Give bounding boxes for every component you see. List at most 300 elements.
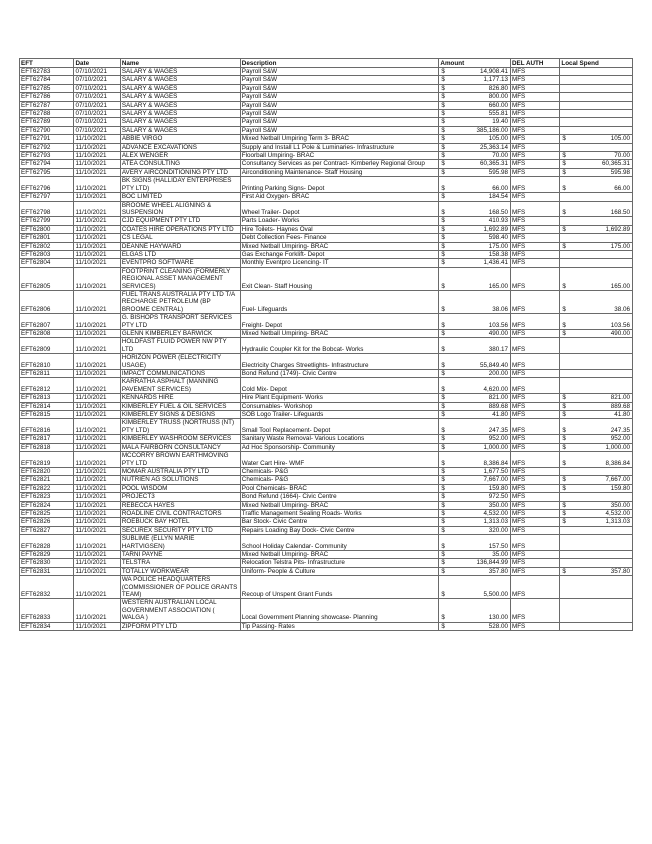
amount-cell	[439, 394, 511, 402]
currency-symbol: $	[441, 542, 445, 550]
eft-cell: EFT62826	[20, 518, 74, 526]
header-row	[20, 59, 633, 68]
description-cell: Floorball Umpiring- BRAC	[240, 152, 439, 160]
currency-symbol: $	[562, 160, 566, 168]
local-spend-cell	[560, 509, 633, 517]
amount-cell	[439, 452, 511, 468]
local-spend-cell	[560, 168, 633, 176]
name-cell: AVERY AIRCONDITIONING PTY LTD	[120, 168, 240, 176]
name-cell: HOLDFAST FLUID POWER NW PTY LTD	[120, 338, 240, 354]
del-auth-cell: MFS	[510, 290, 559, 313]
amount-cell	[439, 84, 511, 92]
currency-symbol: $	[441, 135, 445, 143]
local-spend-cell-value: 41.80	[614, 411, 630, 419]
eft-cell: EFT62803	[20, 250, 74, 258]
table-row	[20, 118, 633, 126]
date-cell: 11/10/2021	[74, 143, 120, 151]
table-row	[20, 84, 633, 92]
name-cell: ZIPFORM PTY LTD	[120, 622, 240, 630]
local-spend-cell-value: 357.80	[610, 567, 630, 575]
currency-symbol: $	[441, 143, 445, 151]
name-cell: BROOME WHEEL ALIGNING & SUSPENSION	[120, 201, 240, 217]
description-cell: Mixed Netball Umpiring- BRAC	[240, 242, 439, 250]
eft-cell: EFT62817	[20, 435, 74, 443]
amount-cell-value: 4,620.00	[483, 385, 508, 393]
amount-cell	[439, 354, 511, 370]
local-spend-cell	[560, 143, 633, 151]
name-cell: SALARY & WAGES	[120, 93, 240, 101]
name-cell: ALEX WENGER	[120, 152, 240, 160]
date-cell: 07/10/2021	[74, 84, 120, 92]
currency-symbol: $	[441, 459, 445, 467]
local-spend-cell-value: 247.35	[610, 426, 630, 434]
description-cell: Bar Stock- Civic Centre	[240, 518, 439, 526]
table-row	[20, 509, 633, 517]
eft-cell: EFT62819	[20, 452, 74, 468]
eft-cell: EFT62783	[20, 68, 74, 76]
del-auth-cell: MFS	[510, 314, 559, 330]
currency-symbol: $	[441, 518, 445, 526]
name-cell: KIMBERLEY SIGNS & DESIGNS	[120, 411, 240, 419]
table-row	[20, 443, 633, 451]
date-cell: 11/10/2021	[74, 168, 120, 176]
currency-symbol: $	[441, 259, 445, 267]
local-spend-cell	[560, 110, 633, 118]
amount-cell	[439, 290, 511, 313]
amount-cell-value: 1,436.41	[483, 259, 508, 267]
date-cell: 11/10/2021	[74, 225, 120, 233]
amount-cell-value: 1,000.00	[483, 443, 508, 451]
eft-cell: EFT62834	[20, 622, 74, 630]
amount-cell-value: 70.00	[492, 152, 508, 160]
table-row	[20, 535, 633, 551]
currency-symbol: $	[562, 435, 566, 443]
del-auth-cell: MFS	[510, 452, 559, 468]
local-spend-cell	[560, 267, 633, 290]
amount-cell	[439, 467, 511, 475]
del-auth-cell: MFS	[510, 330, 559, 338]
del-auth-cell: MFS	[510, 484, 559, 492]
description-cell: Mixed Netball Umpiring- BRAC	[240, 501, 439, 509]
amount-cell-value: 130.00	[488, 614, 508, 622]
amount-cell	[439, 622, 511, 630]
name-cell: FOOTPRINT CLEANING (FORMERLY REGIONAL ASSET MANAGEMENT SERVICES)	[120, 267, 240, 290]
local-spend-cell	[560, 467, 633, 475]
name-cell: NUTRIEN AG SOLUTIONS	[120, 476, 240, 484]
local-spend-cell	[560, 101, 633, 109]
del-auth-cell: MFS	[510, 509, 559, 517]
del-auth-cell: MFS	[510, 394, 559, 402]
name-cell: TOTALLY WORKWEAR	[120, 567, 240, 575]
del-auth-cell: MFS	[510, 443, 559, 451]
eft-cell: EFT62832	[20, 576, 74, 599]
description-cell: Chemicals- P&G	[240, 476, 439, 484]
date-cell: 07/10/2021	[74, 118, 120, 126]
amount-cell-value: 60,365.31	[479, 160, 508, 168]
amount-cell-value: 555.81	[488, 110, 508, 118]
date-cell: 11/10/2021	[74, 559, 120, 567]
eft-cell: EFT62807	[20, 314, 74, 330]
table-row	[20, 242, 633, 250]
currency-symbol: $	[562, 518, 566, 526]
name-cell: MALA FAIRBORN CONSULTANCY	[120, 443, 240, 451]
currency-symbol: $	[562, 402, 566, 410]
date-cell: 11/10/2021	[74, 370, 120, 378]
del-auth-cell: MFS	[510, 250, 559, 258]
table-row	[20, 143, 633, 151]
eft-cell: EFT62799	[20, 217, 74, 225]
currency-symbol: $	[441, 385, 445, 393]
name-cell: POOL WISDOM	[120, 484, 240, 492]
currency-symbol: $	[562, 242, 566, 250]
currency-symbol: $	[441, 225, 445, 233]
local-spend-cell-value: 1,000.00	[605, 443, 630, 451]
local-spend-cell-value: 4,532.00	[605, 509, 630, 517]
amount-cell-value: 972.50	[488, 493, 508, 501]
date-cell: 11/10/2021	[74, 152, 120, 160]
amount-cell	[439, 314, 511, 330]
name-cell: BOC LIMITED	[120, 193, 240, 201]
del-auth-cell: MFS	[510, 476, 559, 484]
table-row	[20, 160, 633, 168]
date-cell: 11/10/2021	[74, 290, 120, 313]
del-auth-cell: MFS	[510, 225, 559, 233]
eft-cell: EFT62798	[20, 201, 74, 217]
eft-cell: EFT62812	[20, 378, 74, 394]
description-cell: Payroll S&W	[240, 126, 439, 134]
name-cell: ROEBUCK BAY HOTEL	[120, 518, 240, 526]
table-row	[20, 484, 633, 492]
amount-cell	[439, 526, 511, 534]
amount-cell-value: 168.50	[488, 208, 508, 216]
currency-symbol: $	[562, 509, 566, 517]
table-row	[20, 177, 633, 193]
amount-cell	[439, 338, 511, 354]
del-auth-cell: MFS	[510, 411, 559, 419]
del-auth-cell: MFS	[510, 143, 559, 151]
local-spend-cell-value: 38.06	[614, 305, 630, 313]
description-cell: Mixed Netball Umpiring- BRAC	[240, 330, 439, 338]
name-cell: KARRATHA ASPHALT (MANNING PAVEMENT SERVICES)	[120, 378, 240, 394]
date-cell: 11/10/2021	[74, 259, 120, 267]
local-spend-cell	[560, 242, 633, 250]
description-cell: Wheel Trailer- Depot	[240, 201, 439, 217]
date-cell: 11/10/2021	[74, 419, 120, 435]
name-cell: FUEL TRANS AUSTRALIA PTY LTD T/A RECHARGE PETROLEUM (BP BROOME CENTRAL)	[120, 290, 240, 313]
table-row	[20, 68, 633, 76]
name-cell: CJD EQUIPMENT PTY LTD	[120, 217, 240, 225]
eft-cell: EFT62813	[20, 394, 74, 402]
amount-cell	[439, 68, 511, 76]
header-name: Name	[120, 59, 240, 68]
table-row	[20, 622, 633, 630]
local-spend-cell	[560, 160, 633, 168]
local-spend-cell	[560, 443, 633, 451]
table-row	[20, 250, 633, 258]
currency-symbol: $	[441, 622, 445, 630]
amount-cell	[439, 143, 511, 151]
currency-symbol: $	[441, 402, 445, 410]
currency-symbol: $	[441, 559, 445, 567]
eft-cell: EFT62810	[20, 354, 74, 370]
currency-symbol: $	[562, 135, 566, 143]
date-cell: 11/10/2021	[74, 535, 120, 551]
date-cell: 11/10/2021	[74, 526, 120, 534]
amount-cell	[439, 242, 511, 250]
name-cell: BK SIGNS (HALLIDAY ENTERPRISES PTY LTD)	[120, 177, 240, 193]
local-spend-cell	[560, 378, 633, 394]
name-cell: KENNARDS HIRE	[120, 394, 240, 402]
del-auth-cell: MFS	[510, 419, 559, 435]
amount-cell-value: 184.54	[488, 193, 508, 201]
table-row	[20, 168, 633, 176]
description-cell: Payroll S&W	[240, 110, 439, 118]
currency-symbol: $	[441, 101, 445, 109]
local-spend-cell	[560, 476, 633, 484]
table-row	[20, 135, 633, 143]
local-spend-cell	[560, 314, 633, 330]
name-cell: ABBIE VIRGO	[120, 135, 240, 143]
amount-cell-value: 889.68	[488, 402, 508, 410]
date-cell: 11/10/2021	[74, 501, 120, 509]
eft-cell: EFT62786	[20, 93, 74, 101]
del-auth-cell: MFS	[510, 68, 559, 76]
name-cell: TELSTRA	[120, 559, 240, 567]
local-spend-cell-value: 821.00	[610, 394, 630, 402]
currency-symbol: $	[441, 110, 445, 118]
table-row	[20, 290, 633, 313]
amount-cell-value: 826.80	[488, 84, 508, 92]
amount-cell-value: 14,908.41	[479, 68, 508, 75]
table-row	[20, 493, 633, 501]
table-row	[20, 550, 633, 558]
currency-symbol: $	[441, 242, 445, 250]
del-auth-cell: MFS	[510, 378, 559, 394]
table-row	[20, 467, 633, 475]
description-cell: Payroll S&W	[240, 101, 439, 109]
description-cell: Gas Exchange Forklift- Depot	[240, 250, 439, 258]
date-cell: 11/10/2021	[74, 493, 120, 501]
eft-cell: EFT62787	[20, 101, 74, 109]
description-cell: Consultancy Services as per Contract- Kimberley Regional Group	[240, 160, 439, 168]
name-cell: ELGAS LTD	[120, 250, 240, 258]
eft-cell: EFT62788	[20, 110, 74, 118]
currency-symbol: $	[441, 84, 445, 92]
currency-symbol: $	[441, 68, 445, 75]
amount-cell	[439, 411, 511, 419]
local-spend-cell	[560, 126, 633, 134]
eft-cell: EFT62823	[20, 493, 74, 501]
amount-cell-value: 200.00	[488, 370, 508, 378]
del-auth-cell: MFS	[510, 622, 559, 630]
description-cell: Chemicals- P&G	[240, 467, 439, 475]
amount-cell-value: 159.80	[488, 484, 508, 492]
payments-table	[19, 58, 633, 631]
amount-cell	[439, 177, 511, 193]
local-spend-cell	[560, 193, 633, 201]
currency-symbol: $	[562, 168, 566, 176]
local-spend-cell	[560, 402, 633, 410]
currency-symbol: $	[441, 467, 445, 475]
currency-symbol: $	[441, 126, 445, 134]
date-cell: 11/10/2021	[74, 177, 120, 193]
amount-cell	[439, 402, 511, 410]
del-auth-cell: MFS	[510, 110, 559, 118]
date-cell: 11/10/2021	[74, 330, 120, 338]
amount-cell-value: 165.00	[488, 282, 508, 290]
eft-cell: EFT62828	[20, 535, 74, 551]
currency-symbol: $	[441, 361, 445, 369]
date-cell: 11/10/2021	[74, 484, 120, 492]
amount-cell-value: 19.40	[492, 118, 508, 126]
description-cell: First Aid Oxygen- BRAC	[240, 193, 439, 201]
date-cell: 11/10/2021	[74, 411, 120, 419]
table-row	[20, 567, 633, 575]
table-row	[20, 338, 633, 354]
amount-cell	[439, 259, 511, 267]
currency-symbol: $	[441, 345, 445, 353]
description-cell: Pool Chemicals- BRAC	[240, 484, 439, 492]
local-spend-cell-value: 1,692.89	[605, 225, 630, 233]
currency-symbol: $	[441, 160, 445, 168]
description-cell: Uniform- People & Culture	[240, 567, 439, 575]
amount-cell-value: 952.00	[488, 435, 508, 443]
date-cell: 11/10/2021	[74, 467, 120, 475]
table-row	[20, 152, 633, 160]
local-spend-cell	[560, 493, 633, 501]
currency-symbol: $	[562, 321, 566, 329]
header-description: Description	[240, 59, 439, 68]
amount-cell	[439, 135, 511, 143]
local-spend-cell	[560, 290, 633, 313]
del-auth-cell: MFS	[510, 135, 559, 143]
eft-cell: EFT62794	[20, 160, 74, 168]
eft-cell: EFT62809	[20, 338, 74, 354]
del-auth-cell: MFS	[510, 101, 559, 109]
amount-cell	[439, 443, 511, 451]
date-cell: 11/10/2021	[74, 567, 120, 575]
local-spend-cell	[560, 330, 633, 338]
amount-cell-value: 357.80	[488, 567, 508, 575]
table-row	[20, 402, 633, 410]
name-cell: SALARY & WAGES	[120, 110, 240, 118]
local-spend-cell-value: 60,365.31	[601, 160, 630, 168]
del-auth-cell: MFS	[510, 559, 559, 567]
amount-cell-value: 660.00	[488, 101, 508, 109]
eft-cell: EFT62829	[20, 550, 74, 558]
local-spend-cell-value: 165.00	[610, 282, 630, 290]
date-cell: 11/10/2021	[74, 201, 120, 217]
amount-cell	[439, 559, 511, 567]
amount-cell	[439, 370, 511, 378]
date-cell: 11/10/2021	[74, 402, 120, 410]
amount-cell	[439, 201, 511, 217]
name-cell: ATEA CONSULTING	[120, 160, 240, 168]
date-cell: 11/10/2021	[74, 250, 120, 258]
amount-cell-value: 598.40	[488, 234, 508, 242]
table-row	[20, 201, 633, 217]
local-spend-cell-value: 70.00	[614, 152, 630, 160]
currency-symbol: $	[441, 208, 445, 216]
currency-symbol: $	[441, 550, 445, 558]
amount-cell-value: 4,532.00	[483, 509, 508, 517]
local-spend-cell-value: 490.00	[610, 330, 630, 337]
description-cell: Consumables- Workshop	[240, 402, 439, 410]
currency-symbol: $	[562, 282, 566, 290]
amount-cell-value: 8,386.84	[483, 459, 508, 467]
currency-symbol: $	[562, 330, 566, 337]
amount-cell	[439, 217, 511, 225]
local-spend-cell-value: 103.56	[610, 321, 630, 329]
table-row	[20, 378, 633, 394]
currency-symbol: $	[562, 394, 566, 402]
local-spend-cell	[560, 576, 633, 599]
local-spend-cell	[560, 177, 633, 193]
amount-cell-value: 105.00	[488, 135, 508, 143]
name-cell: SUBLIME (ELLYN MARIE HARTVIGSEN)	[120, 535, 240, 551]
description-cell: Payroll S&W	[240, 118, 439, 126]
amount-cell-value: 1,177.13	[483, 76, 508, 84]
amount-cell-value: 103.56	[488, 321, 508, 329]
description-cell: Hire Toilets- Haynes Oval	[240, 225, 439, 233]
amount-cell	[439, 484, 511, 492]
del-auth-cell: MFS	[510, 576, 559, 599]
local-spend-cell-value: 168.50	[610, 208, 630, 216]
eft-cell: EFT62831	[20, 567, 74, 575]
date-cell: 11/10/2021	[74, 476, 120, 484]
amount-cell-value: 410.93	[488, 217, 508, 225]
header-amount: Amount	[439, 59, 511, 68]
currency-symbol: $	[441, 234, 445, 242]
currency-symbol: $	[441, 250, 445, 258]
eft-cell: EFT62820	[20, 467, 74, 475]
eft-cell: EFT62802	[20, 242, 74, 250]
date-cell: 11/10/2021	[74, 443, 120, 451]
date-cell: 11/10/2021	[74, 160, 120, 168]
description-cell: Water Cart Hire- WMF	[240, 452, 439, 468]
table-row	[20, 419, 633, 435]
date-cell: 11/10/2021	[74, 217, 120, 225]
header-local-spend: Local Spend	[560, 59, 633, 68]
local-spend-cell	[560, 518, 633, 526]
date-cell: 11/10/2021	[74, 550, 120, 558]
date-cell: 11/10/2021	[74, 338, 120, 354]
amount-cell	[439, 126, 511, 134]
local-spend-cell-value: 8,386.84	[605, 459, 630, 467]
del-auth-cell: MFS	[510, 567, 559, 575]
eft-cell: EFT62821	[20, 476, 74, 484]
amount-cell-value: 7,667.00	[483, 476, 508, 484]
local-spend-cell	[560, 217, 633, 225]
date-cell: 11/10/2021	[74, 509, 120, 517]
date-cell: 11/10/2021	[74, 576, 120, 599]
description-cell: Mixed Netball Umpiring Term 3- BRAC	[240, 135, 439, 143]
del-auth-cell: MFS	[510, 160, 559, 168]
amount-cell-value: 5,500.00	[483, 591, 508, 598]
del-auth-cell: MFS	[510, 599, 559, 622]
date-cell: 07/10/2021	[74, 126, 120, 134]
local-spend-cell-value: 7,667.00	[605, 476, 630, 484]
local-spend-cell	[560, 68, 633, 76]
local-spend-cell	[560, 622, 633, 630]
eft-cell: EFT62784	[20, 76, 74, 84]
local-spend-cell-value: 105.00	[610, 135, 630, 143]
local-spend-cell-value: 66.00	[614, 184, 630, 192]
description-cell: Mixed Netball Umpiring- BRAC	[240, 550, 439, 558]
description-cell: Printing Parking Signs- Depot	[240, 177, 439, 193]
local-spend-cell-value: 595.98	[610, 168, 630, 176]
table-row	[20, 476, 633, 484]
